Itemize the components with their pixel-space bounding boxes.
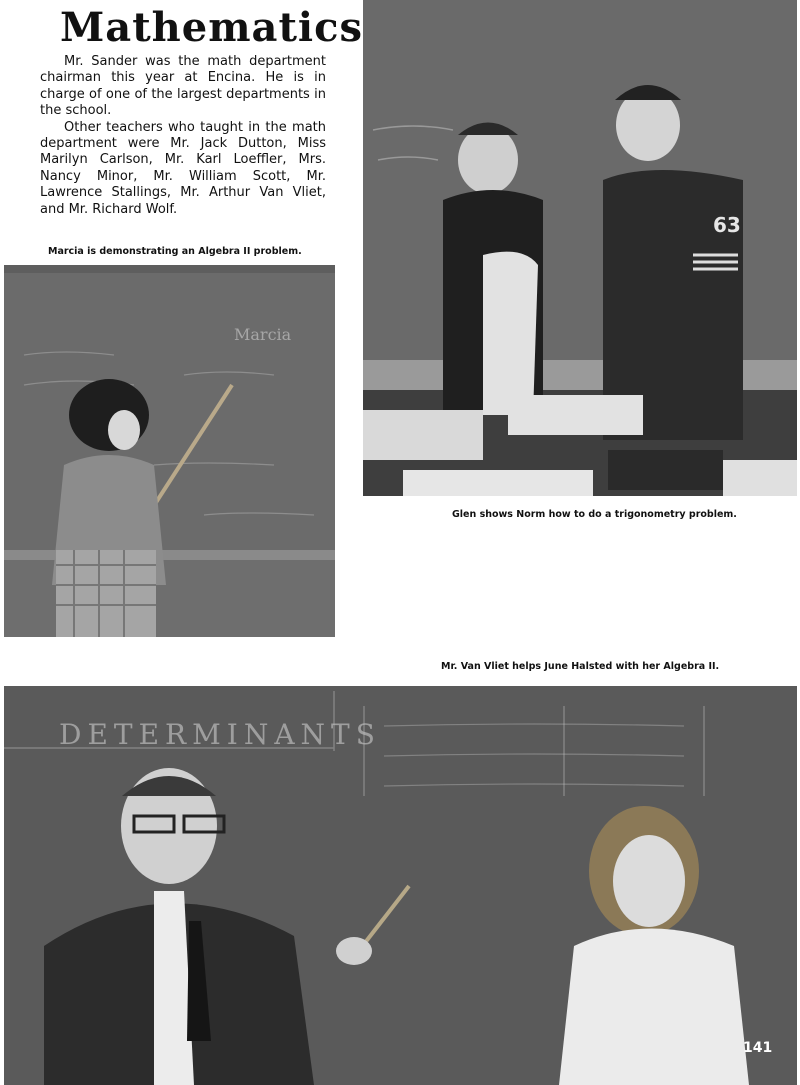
- marcia-photo-art: [4, 265, 335, 637]
- page-number: 141: [743, 1040, 773, 1056]
- photo-van-vliet-june: [4, 686, 797, 1085]
- photo-marcia-chalkboard: [4, 265, 335, 637]
- photo-caption-glen: Glen shows Norm how to do a trigonometry problem.: [452, 509, 737, 520]
- intro-paragraph-1: Mr. Sander was the math department chairman this year at Encina. He is in charge of one of the largest departments in the school.: [40, 54, 326, 119]
- photo-caption-van-vliet: Mr. Van Vliet helps June Halsted with her Algebra II.: [441, 661, 720, 672]
- photo-glen-norm: [363, 0, 797, 496]
- glen-photo-art: [363, 0, 797, 496]
- intro-text: [40, 54, 326, 218]
- photo-caption-marcia: Marcia is demonstrating an Algebra II problem.: [48, 246, 302, 257]
- van-vliet-photo-art: [4, 686, 797, 1085]
- intro-paragraph-2: Other teachers who taught in the math department were Mr. Jack Dutton, Miss Marilyn Carlson, Mr. Karl Loeffler, Mrs. Nancy Minor, Mr. William Scott, Mr. Lawrence Stallings, Mr. Arthur Van Vliet, and Mr. Richard Wolf.: [40, 119, 326, 217]
- board-heading-determinants: DETERMINANTS: [59, 718, 381, 751]
- jersey-number: 63: [713, 213, 741, 237]
- board-text-marcia: Marcia: [234, 325, 292, 344]
- page-title: Mathematics: [60, 4, 363, 51]
